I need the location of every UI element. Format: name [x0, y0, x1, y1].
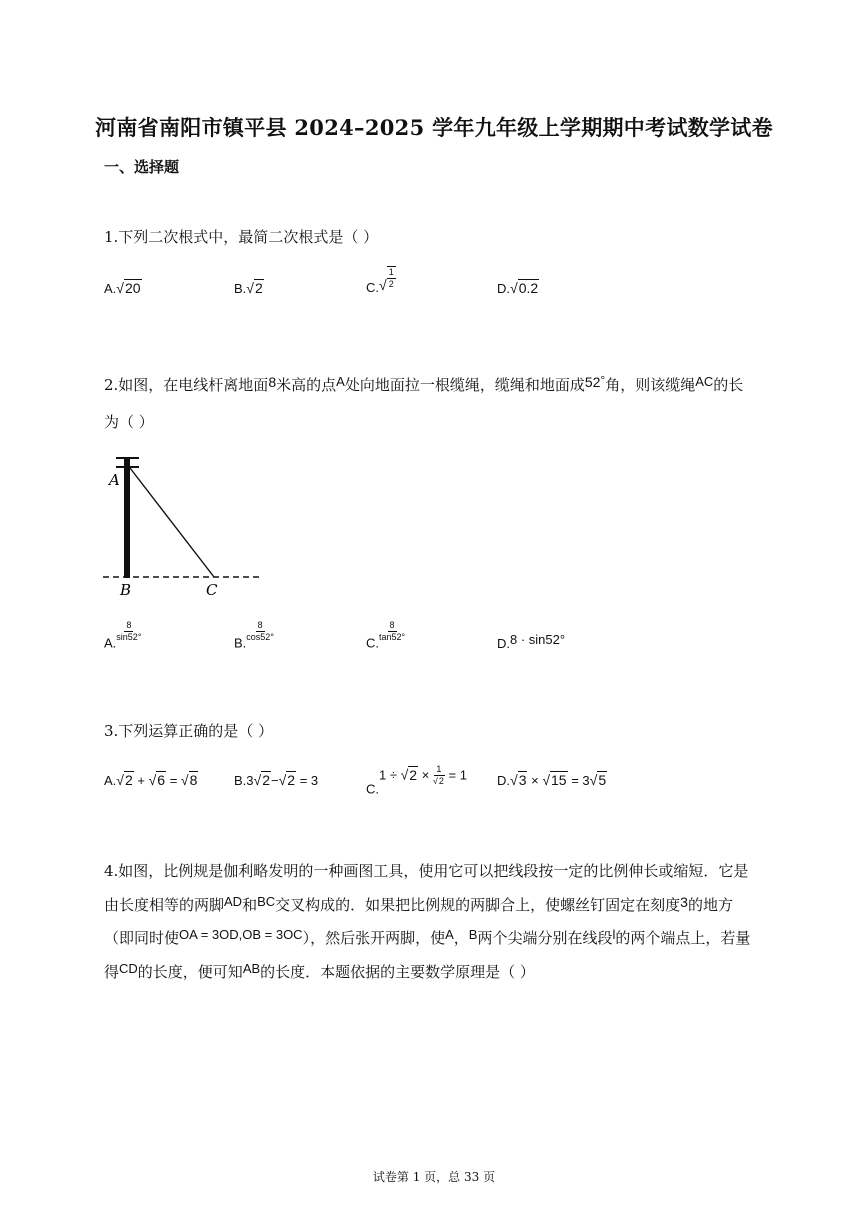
- q4-line1: 4.如图，比例规是伽利略发明的一种画图工具，使用它可以把线段按一定的比例伸长或缩短．它是: [104, 862, 749, 880]
- option-label: A.: [104, 635, 117, 651]
- q4-line3: （即同时使OA = 3OD,OB = 3OC），然后张开两脚，使A，B两个尖端分别在线段l的两个端点上，若量: [104, 927, 751, 947]
- option-label: D.: [497, 773, 510, 788]
- math-CD: CD: [119, 961, 138, 976]
- math-AD: AD: [224, 894, 243, 909]
- fraction-denominator: tan52°: [379, 632, 406, 642]
- q1-option-c[interactable]: C.√ $\frac{1}{2}$: [366, 267, 394, 295]
- q2-stem-line1: 2.如图，在电线杆离地面8米高的点A处向地面拉一根缆绳，缆绳和地面成52°角，则该缆绳AC的长: [104, 373, 744, 394]
- option-label: A.: [104, 773, 117, 788]
- math-3: 3: [680, 894, 688, 910]
- point-C-label: C: [206, 581, 218, 599]
- q1-option-d[interactable]: D.√0.2: [497, 280, 539, 296]
- math-BC: BC: [257, 894, 276, 909]
- option-expression: 8 · sin52°: [510, 632, 566, 647]
- math-A: A: [445, 927, 454, 942]
- option-label: C.: [366, 635, 379, 651]
- fraction-numerator: 8: [389, 620, 395, 630]
- q1-option-a[interactable]: A.√20: [104, 280, 141, 296]
- math-8: 8: [268, 374, 277, 390]
- math-AC: AC: [695, 374, 714, 389]
- option-label: C.: [366, 781, 379, 797]
- option-label: D.: [497, 281, 510, 296]
- option-label: B.: [234, 281, 247, 296]
- q2-option-a[interactable]: [104, 620, 141, 651]
- radicand: 0.2: [518, 280, 539, 296]
- degree-sign: °: [600, 373, 606, 387]
- q2-pole-figure: [100, 450, 270, 600]
- q2-option-c[interactable]: [366, 620, 405, 651]
- fraction-numerator: 8: [126, 620, 132, 630]
- q3-option-a[interactable]: A.√2 + √6 = √8: [104, 772, 198, 788]
- fraction-denominator: 2: [388, 279, 394, 289]
- fraction-numerator: 8: [257, 620, 263, 630]
- radicand: 2: [254, 280, 263, 296]
- q3-stem: 3.下列运算正确的是（ ）: [104, 722, 274, 740]
- option-label: D.: [497, 636, 510, 651]
- radicand: 20: [124, 280, 141, 296]
- q2-option-b[interactable]: [234, 620, 274, 651]
- cable-AC: [130, 468, 214, 577]
- fraction-denominator: sin52°: [116, 632, 142, 642]
- electric-pole: [124, 458, 130, 578]
- option-label: A.: [104, 281, 117, 296]
- math-l: l: [612, 927, 616, 942]
- q3-option-c[interactable]: C.1 ÷ √2 × $\frac{1}{√2}$ = 1: [366, 764, 467, 797]
- q3-option-b[interactable]: B.3√2−√2 = 3: [234, 772, 319, 788]
- q4-line4: 得CD的长度，便可知AB的长度．本题依据的主要数学原理是（ ）: [104, 961, 535, 981]
- fraction-numerator: 1: [388, 267, 394, 277]
- q3-option-d[interactable]: D.√3 × √15 = 3√5: [497, 772, 607, 788]
- math-AB: AB: [242, 961, 261, 976]
- page-footer: 试卷第 1 页，总 33 页: [372, 1170, 496, 1184]
- math-equations: OA = 3OD,OB = 3OC: [179, 927, 303, 942]
- point-B-label: B: [120, 581, 132, 599]
- fraction-denominator: cos52°: [246, 632, 274, 642]
- q4-line2: 由长度相等的两脚AD和BC交叉构成的．如果把比例规的两脚合上，使螺丝钉固定在刻度3的地方: [104, 894, 733, 914]
- section-heading: 一、选择题: [104, 158, 180, 176]
- math-52: 52: [584, 374, 601, 390]
- option-label: C.: [366, 280, 379, 295]
- math-B: B: [468, 927, 478, 942]
- option-label: B.: [234, 635, 247, 651]
- q2-stem-line2: 为（ ）: [104, 413, 154, 431]
- q1-option-b[interactable]: B.√2: [234, 280, 263, 296]
- point-A-label: A: [109, 471, 120, 489]
- q2-option-d[interactable]: [497, 632, 565, 652]
- q1-stem: 1.下列二次根式中，最简二次根式是（ ）: [104, 228, 379, 246]
- option-label: B.: [234, 773, 247, 788]
- math-A: A: [336, 374, 345, 389]
- page-title: 河南省南阳市镇平县 2024–2025 学年九年级上学期期中考试数学试卷: [95, 115, 773, 140]
